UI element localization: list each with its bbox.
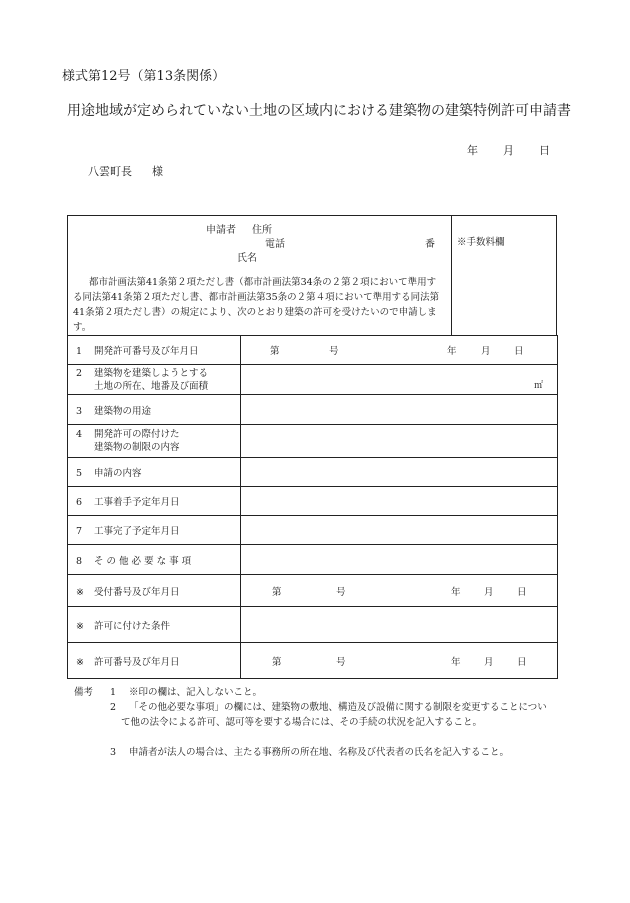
notes-heading: 備考 xyxy=(74,687,94,698)
table-row xyxy=(68,575,558,607)
row-label: 2 建築物を建築しようとする 土地の所在、地番及び面積 xyxy=(68,365,241,395)
row-label: ※ 許可番号及び年月日 xyxy=(68,643,241,679)
row-label: 6 工事着手予定年月日 xyxy=(68,487,241,516)
row-label: 3 建築物の用途 xyxy=(68,395,241,425)
address-label: 住所 xyxy=(252,225,272,236)
table-row xyxy=(68,458,558,487)
fee-column-label: ※手数料欄 xyxy=(457,237,505,248)
addressee xyxy=(88,163,163,179)
permit-number-date-field-final[interactable]: 第 号 年 月 日 xyxy=(241,643,558,679)
permit-conditions-field[interactable] xyxy=(241,607,558,643)
addressee-honorific: 様 xyxy=(152,165,163,178)
row-label: 8 そ の 他 必 要 な 事 項 xyxy=(68,545,241,575)
permit-number-date-field[interactable]: 第 号 年 月 日 xyxy=(241,336,558,365)
phone-label: 電話 xyxy=(265,239,285,250)
construction-start-date-field[interactable] xyxy=(241,487,558,516)
table-row xyxy=(68,487,558,516)
application-content-field[interactable] xyxy=(241,458,558,487)
applicant-box xyxy=(67,215,557,336)
building-use-field[interactable] xyxy=(241,395,558,425)
applicant-label: 申請者 xyxy=(206,225,236,236)
other-matters-field[interactable] xyxy=(241,545,558,575)
row-label: ※ 許可に付けた条件 xyxy=(68,607,241,643)
date-month-label: 月 xyxy=(503,144,514,157)
name-label: 氏名 xyxy=(237,253,257,264)
note-text: 「その他必要な事項」の欄には、建築物の敷地、構造及び設備に関する制限を変更することについて他の法令による許可、認可等を要する場合には、その手続の状況を記入すること。 xyxy=(121,702,547,728)
table-row xyxy=(68,607,558,643)
table-row xyxy=(68,395,558,425)
note-number: 3 xyxy=(110,747,117,758)
application-statement xyxy=(73,275,445,335)
table-row xyxy=(68,425,558,458)
addressee-name: 八雲町長 xyxy=(88,165,132,178)
building-restrictions-field[interactable] xyxy=(241,425,558,458)
note-text: ※印の欄は、記入しないこと。 xyxy=(129,687,263,698)
statement-text: 都市計画法第41条第２項ただし書（都市計画法第34条の２第２項において準用する同法第41条第２項ただし書、都市計画法第35条の２第４項において準用する同法第41条第２項ただし書）の規定により、次のとおり建築の許可を受けたいので申請します。 xyxy=(73,277,440,333)
phone-suffix: 番 xyxy=(425,239,435,250)
note-text: 申請者が法人の場合は、主たる事務所の所在地、名称及び代表者の氏名を記入すること。 xyxy=(129,747,510,758)
table-row xyxy=(68,516,558,545)
table-row xyxy=(68,545,558,575)
row-label: ※ 受付番号及び年月日 xyxy=(68,575,241,607)
table-row xyxy=(68,643,558,679)
date-year-label: 年 xyxy=(467,144,478,157)
application-table xyxy=(67,335,558,679)
note-number: 2 xyxy=(110,702,117,713)
row-label: 5 申請の内容 xyxy=(68,458,241,487)
square-meter-unit: ㎡ xyxy=(533,381,543,391)
row-label: 7 工事完了予定年月日 xyxy=(68,516,241,545)
construction-end-date-field[interactable] xyxy=(241,516,558,545)
fee-column xyxy=(451,216,558,335)
receipt-number-date-field[interactable]: 第 号 年 月 日 xyxy=(241,575,558,607)
form-number: 様式第12号（第13条関係） xyxy=(62,69,226,84)
table-row xyxy=(68,336,558,365)
row-label: 4 開発許可の際付けた 建築物の制限の内容 xyxy=(68,425,241,458)
land-location-area-field[interactable] xyxy=(241,365,558,395)
table-row xyxy=(68,365,558,395)
row-label: 1 開発許可番号及び年月日 xyxy=(68,336,241,365)
document-title: 用途地域が定められていない土地の区域内における建築物の建築特例許可申請書 xyxy=(67,103,571,119)
date-day-label: 日 xyxy=(539,144,550,157)
note-number: 1 xyxy=(110,687,117,698)
